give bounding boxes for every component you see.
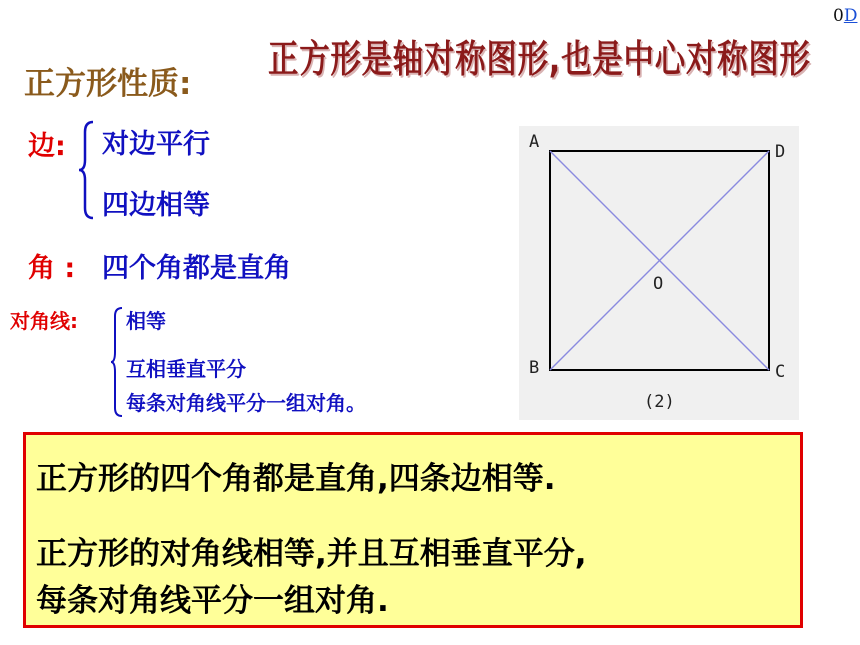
vertex-a-label: A [529,132,540,152]
angle-text: 四个角都是直角 [102,253,291,284]
vertex-d-label: D [775,142,786,162]
properties-heading: 正方形性质: [24,66,192,102]
angle-label: 角 : [28,253,76,284]
slide-title: 正方形是轴对称图形,也是中心对称图形 [268,37,811,81]
center-o-label: O [653,274,664,294]
edge-item-equal: 四边相等 [102,190,210,221]
diagonal-item-angle: 每条对角线平分一组对角。 [126,391,366,415]
square-figure [519,126,799,420]
edge-item-parallel: 对边平行 [102,129,210,160]
edge-brace-icon [78,120,96,220]
summary-box [23,432,803,628]
diagonal-brace-icon [110,306,124,418]
corner-mark [833,6,857,26]
summary-line-3: 每条对角线平分一组对角. [36,583,389,619]
diagonal-item-bisect: 互相垂直平分 [126,357,246,381]
square-diagram [519,126,799,420]
diagonal-item-equal: 相等 [126,309,166,333]
figure-caption: (2) [644,392,675,412]
corner-link[interactable]: D [843,6,858,26]
summary-line-1: 正方形的四个角都是直角,四条边相等. [36,461,556,497]
vertex-b-label: B [529,358,540,378]
diagonal-label: 对角线: [10,309,78,333]
vertex-c-label: C [775,362,786,382]
summary-line-2: 正方形的对角线相等,并且互相垂直平分, [36,536,587,572]
corner-digit: 0 [833,6,844,26]
edge-label: 边: [28,131,66,162]
